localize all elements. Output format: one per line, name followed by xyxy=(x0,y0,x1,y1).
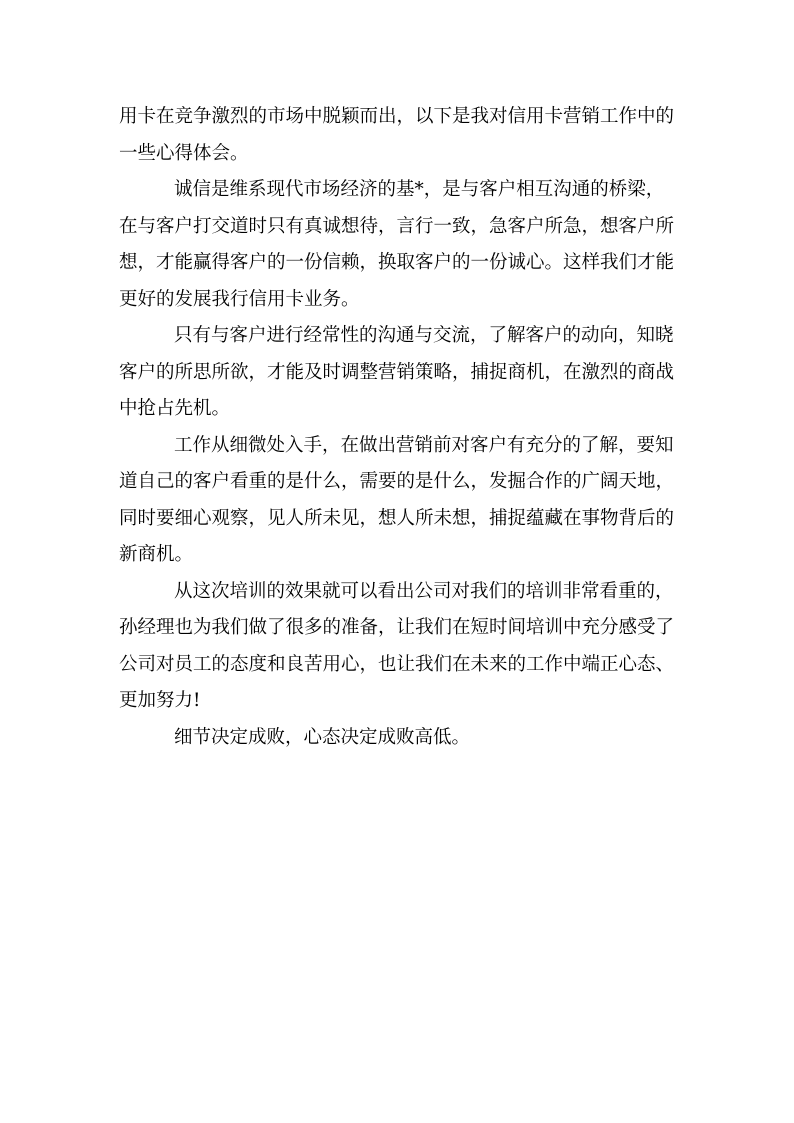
text-line: 细节决定成败，心态决定成败高低。 xyxy=(174,726,471,748)
text-line: 想，才能赢得客户的一份信赖，换取客户的一份诚心。这样我们才能 xyxy=(119,252,675,273)
text-line: 公司对员工的态度和良苦用心，也让我们在未来的工作中端正心态、 xyxy=(119,653,675,675)
document-body xyxy=(119,99,675,756)
text-line: 一些心得体会。 xyxy=(119,142,249,164)
text-line: 中抢占先机。 xyxy=(119,398,231,419)
paragraph-communication xyxy=(119,318,675,428)
text-line: 更加努力! xyxy=(119,690,201,711)
paragraph-integrity xyxy=(119,172,675,318)
text-line: 工作从细微处入手，在做出营销前对客户有充分的了解，要知 xyxy=(174,434,674,456)
text-line: 在与客户打交道时只有真诚想待，言行一致，急客户所急，想客户所 xyxy=(119,215,675,237)
text-line: 从这次培训的效果就可以看出公司对我们的培训非常看重的， xyxy=(174,580,674,602)
paragraph-intro-continuation xyxy=(119,99,675,172)
paragraph-training xyxy=(119,574,675,720)
text-line: 只有与客户进行经常性的沟通与交流，了解客户的动向，知晓 xyxy=(174,325,674,346)
text-line: 更好的发展我行信用卡业务。 xyxy=(119,288,360,310)
text-line: 客户的所思所欲，才能及时调整营销策略，捕捉商机，在激烈的商战 xyxy=(119,361,675,383)
paragraph-conclusion xyxy=(119,720,675,757)
text-line: 诚信是维系现代市场经济的基*，是与客户相互沟通的桥梁， xyxy=(174,179,665,200)
text-line: 道自己的客户看重的是什么，需要的是什么，发掘合作的广阔天地， xyxy=(119,471,675,492)
paragraph-details xyxy=(119,428,675,574)
text-line: 孙经理也为我们做了很多的准备，让我们在短时间培训中充分感受了 xyxy=(119,617,675,638)
text-line: 用卡在竞争激烈的市场中脱颖而出，以下是我对信用卡营销工作中的 xyxy=(119,106,675,127)
text-line: 同时要细心观察，见人所未见，想人所未想，捕捉蕴藏在事物背后的 xyxy=(119,507,675,529)
text-line: 新商机。 xyxy=(119,544,194,565)
